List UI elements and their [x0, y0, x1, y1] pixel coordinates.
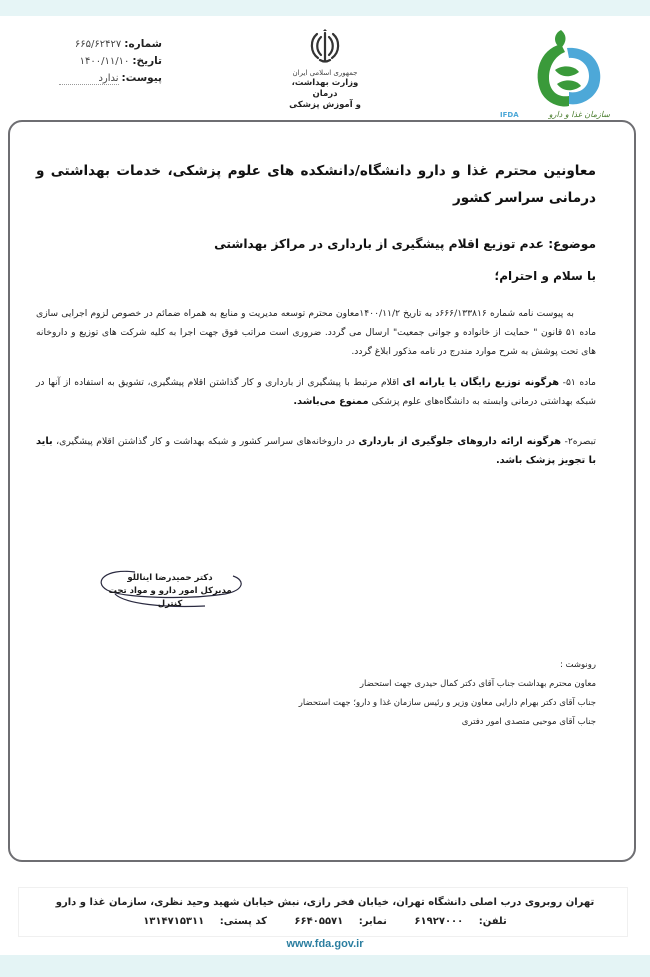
ministry-line1: وزارت بهداشت، درمان	[291, 78, 359, 99]
meta-attachment-row	[42, 72, 162, 89]
letter-frame	[8, 120, 636, 862]
ifda-caption	[500, 110, 610, 119]
number-label: شماره:	[124, 38, 162, 50]
attachment-label: پیوست:	[121, 72, 162, 84]
cc-title: رونوشت :	[559, 660, 596, 670]
signatory	[95, 572, 245, 611]
note-number: تبصره۲-	[561, 436, 596, 447]
signatory-title: مدیرکل امور دارو و مواد تحت کنترل	[108, 586, 232, 609]
subject-text: عدم توزیع اقلام پیشگیری از بارداری در مراکز بهداشتی	[214, 237, 544, 251]
ifda-logo-icon	[495, 26, 615, 112]
website-link[interactable]: www.fda.gov.ir	[286, 938, 364, 950]
fax	[288, 916, 393, 927]
article-number: ماده ۵۱-	[559, 377, 596, 388]
date-value: ۱۴۰۰/۱۱/۱۰	[79, 56, 130, 67]
article-bold-2: ممنوع می‌باشد.	[293, 396, 369, 407]
footer-address: تهران روبروی درب اصلی دانشگاه تهران، خیابان فخر رازی، نبش خیابان شهید وحید نظری، سازمان غذا و دارو	[55, 897, 595, 908]
bottom-band	[0, 955, 650, 977]
number-value: ۶۶۵/۶۲۴۲۷	[74, 39, 122, 50]
ifda-name: سازمان غذا و دارو	[548, 110, 610, 119]
fax-value: ۶۶۴۰۵۵۷۱	[294, 916, 344, 927]
phone	[408, 916, 512, 927]
paragraph-1: به پیوست نامه شماره ۶۶۶/۱۳۳۸۱۶د به تاریخ ۱۴۰۰/۱۱/۲معاون محترم توسعه مدیریت و منابع به همراه ضمائم در خصوص لزوم اجرایی سازی ماده ۵۱ قانون " حمایت از خانواده و جوانی جمعیت" ارسال می گردد. ضروری است مراتب فوق جهت اجرا به کلیه شرکت های توزیع و داروخانه های تحت پوشش به شرح موارد مندرج در نامه مذکور ابلاغ گردد.	[36, 308, 596, 357]
fax-label: نمابر:	[358, 916, 387, 927]
greeting: با سلام و احترام؛	[494, 269, 596, 283]
cc-item: جناب آقای دکتر بهرام دارایی معاون وزیر و رئیس سازمان غذا و دارو؛ جهت استحضار	[298, 698, 596, 708]
postal	[137, 916, 273, 927]
note-bold-1: هرگونه ارائه داروهای جلوگیری از بارداری	[358, 436, 562, 447]
cc-list	[36, 656, 596, 732]
signature-block	[95, 560, 255, 610]
meta-number-row	[42, 38, 162, 55]
letter-meta	[42, 38, 162, 89]
ministry-header	[282, 28, 368, 111]
ifda-logo	[495, 26, 615, 126]
paragraph-note-2	[36, 432, 596, 470]
subject-line	[36, 234, 596, 254]
article-text: اقلام مرتبط با پیشگیری از بارداری و کار گذاشتن اقلام پیشگیری، تشویق به استفاده از آنها در شبکه بهداشتی درمانی وابسته به دانشگاه‌های علوم پزشکی	[36, 377, 596, 407]
article-bold-1: هرگونه توزیع رایگان یا یارانه ای	[402, 377, 560, 388]
cc-item: جناب آقای موحبی متصدی امور دفتری	[461, 717, 596, 727]
addressee: معاونین محترم غذا و دارو دانشگاه/دانشکده های علوم پزشکی، خدمات بهداشتی و درمانی سراسر کشور	[36, 163, 596, 206]
postal-label: کد پستی:	[219, 916, 267, 927]
iran-emblem-icon	[308, 28, 342, 64]
signatory-name: دکتر حمیدرضا ایناللو	[127, 573, 213, 583]
ministry-line2: و آموزش پزشکی	[289, 100, 361, 110]
postal-value: ۱۳۱۴۷۱۵۳۱۱	[143, 916, 205, 927]
meta-date-row	[42, 55, 162, 72]
republic-text: جمهوری اسلامی ایران	[292, 69, 358, 77]
attachment-value: ندارد	[59, 73, 119, 85]
cc-item: معاون محترم بهداشت جناب آقای دکتر کمال حیدری جهت استحضار	[359, 679, 596, 689]
note-text: در داروخانه‌های سراسر کشور و شبکه بهداشت و کار گذاشتن اقلام پیشگیری،	[52, 436, 359, 447]
subject-label: موضوع:	[548, 237, 596, 251]
paragraph-article-51	[36, 373, 596, 411]
date-label: تاریخ:	[132, 55, 162, 67]
phone-label: تلفن:	[478, 916, 507, 927]
footer-contact	[20, 913, 630, 931]
note-bold-2: باید با تجویز پزشک باشد.	[36, 436, 596, 466]
ifda-abbr: IFDA	[500, 110, 519, 119]
phone-value: ۶۱۹۲۷۰۰۰	[414, 916, 464, 927]
